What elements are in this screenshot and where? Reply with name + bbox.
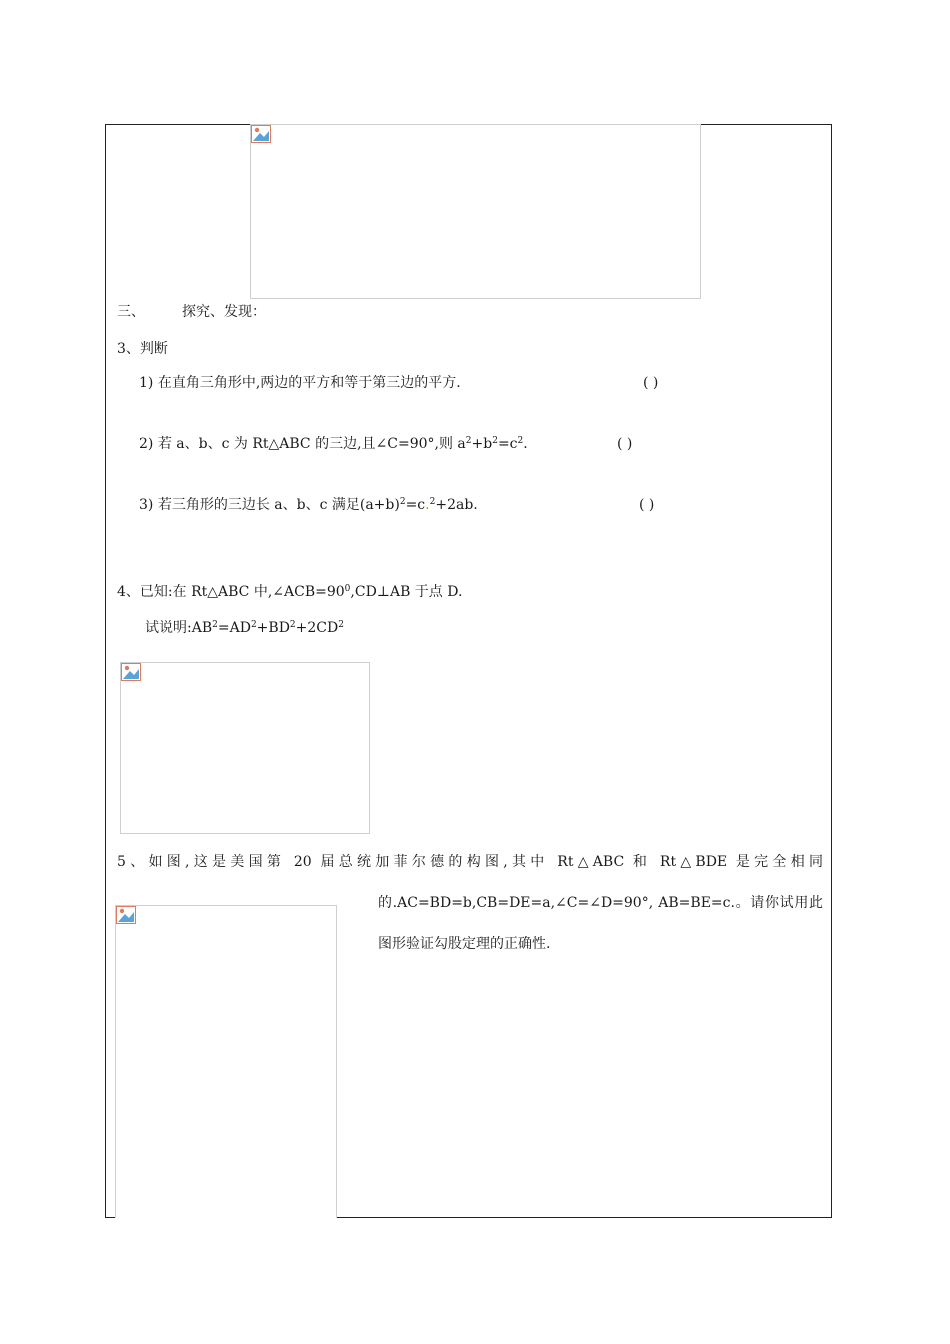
q5-line-3: 图形验证勾股定理的正确性. [378, 936, 551, 952]
q3-item-3 [139, 495, 478, 515]
q4-text: +2CD [295, 620, 339, 636]
broken-image-icon [116, 906, 136, 924]
q3-item-1-answer-blank: ( ) [643, 375, 659, 391]
section3-number: 三、 [117, 304, 145, 320]
section3-heading: 探究、发现： [182, 304, 266, 320]
figure-placeholder-q5 [115, 905, 337, 1218]
q4-line-2 [145, 618, 344, 638]
exponent: 2 [465, 436, 472, 446]
exponent: 0 [344, 584, 351, 594]
exponent: 2 [429, 497, 436, 507]
broken-image-icon [251, 125, 271, 143]
q3-item-3-text: +2ab. [435, 497, 478, 513]
q3-item-2-text: =c [497, 436, 518, 452]
exponent: 2 [338, 620, 344, 630]
exponent: 2 [289, 620, 296, 630]
q3-item-2-answer-blank: ( ) [617, 436, 633, 452]
q4-text: ,CD⊥AB 于点 D. [350, 584, 463, 600]
figure-placeholder-q4 [120, 662, 370, 834]
q3-title: 3、判断 [117, 341, 168, 357]
q3-item-3-text: =c [405, 497, 426, 513]
q3-item-3-answer-blank: ( ) [639, 497, 655, 513]
q3-item-2-text: 2) 若 a、b、c 为 Rt△ABC 的三边,且∠C=90°,则 a [139, 436, 466, 452]
q4-text: 试说明:AB [145, 620, 213, 636]
exponent: 2 [517, 436, 524, 446]
q5-line-2: 的.AC=BD=b,CB=DE=a,∠C=∠D=90°, AB=BE=c.。请你试用此 [378, 895, 823, 911]
exponent: 2 [492, 436, 498, 446]
broken-image-icon [121, 663, 141, 681]
q3-item-3-dot: . [425, 497, 430, 513]
q4-text: 4、已知:在 Rt△ABC 中,∠ACB=90 [117, 584, 345, 600]
q3-item-1: 1) 在直角三角形中,两边的平方和等于第三边的平方. [139, 375, 461, 391]
exponent: 2 [399, 497, 406, 507]
q3-item-2-text: +b [471, 436, 493, 452]
q4-line-1 [117, 582, 462, 602]
figure-placeholder-top [250, 124, 701, 299]
q4-text: =AD [217, 620, 251, 636]
q3-item-3-text: 3) 若三角形的三边长 a、b、c 满足(a+b) [139, 497, 400, 513]
q4-text: +BD [256, 620, 290, 636]
exponent: 2 [250, 620, 257, 630]
q3-item-2-text: . [523, 436, 528, 452]
q3-item-2 [139, 434, 528, 454]
q5-line-1: 5、如图,这是美国第 20 届总统加菲尔德的构图,其中 Rt△ABC 和 Rt△BDE 是完全相同 [117, 854, 823, 870]
exponent: 2 [212, 620, 218, 630]
